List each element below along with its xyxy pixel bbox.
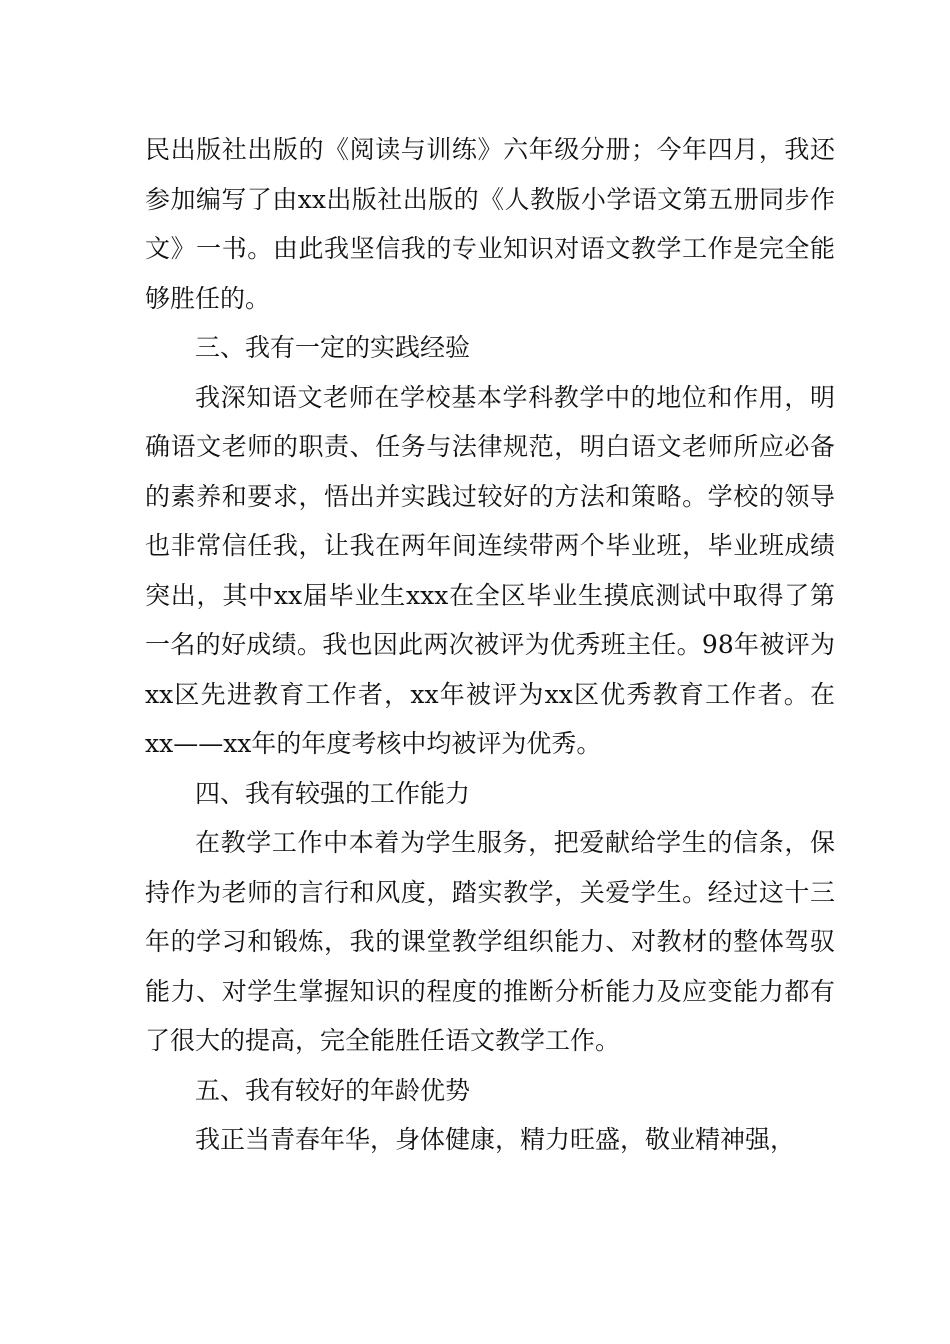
section-heading-5: 五、我有较好的年龄优势 [195,1075,471,1105]
document-body [145,125,835,1165]
paragraph-age-advantage: 我正当青春年华，身体健康，精力旺盛，敬业精神强， [195,1125,796,1154]
section-heading-4: 四、我有较强的工作能力 [195,778,471,808]
paragraph-continued: 民出版社出版的《阅读与训练》六年级分册；今年四月，我还参加编写了由xx出版社出版的《人教版小学语文第五册同步作文》一书。由此我坚信我的专业知识对语文教学工作是完全能够胜任的。 [145,135,835,313]
paragraph-work-ability: 在教学工作中本着为学生服务，把爱献给学生的信条，保持作为老师的言行和风度，踏实教学，关爱学生。经过这十三年的学习和锻炼，我的课堂教学组织能力、对教材的整体驾驭能力、对学生掌握知识的程度的推断分析能力及应变能力都有了很大的提高，完全能胜任语文教学工作。 [145,828,835,1055]
section-heading-3: 三、我有一定的实践经验 [195,333,471,362]
paragraph-practice-experience: 我深知语文老师在学校基本学科教学中的地位和作用，明确语文老师的职责、任务与法律规范，明白语文老师所应必备的素养和要求，悟出并实践过较好的方法和策略。学校的领导也非常信任我，让我在两年间连续带两个毕业班，毕业班成绩突出，其中xx届毕业生xxx在全区毕业生摸底测试中取得了第一名的好成绩。我也因此两次被评为优秀班主任。98年被评为xx区先进教育工作者，xx年被评为xx区优秀教育工作者。在 xx——xx年的年度考核中均被评为优秀。 [145,382,835,758]
